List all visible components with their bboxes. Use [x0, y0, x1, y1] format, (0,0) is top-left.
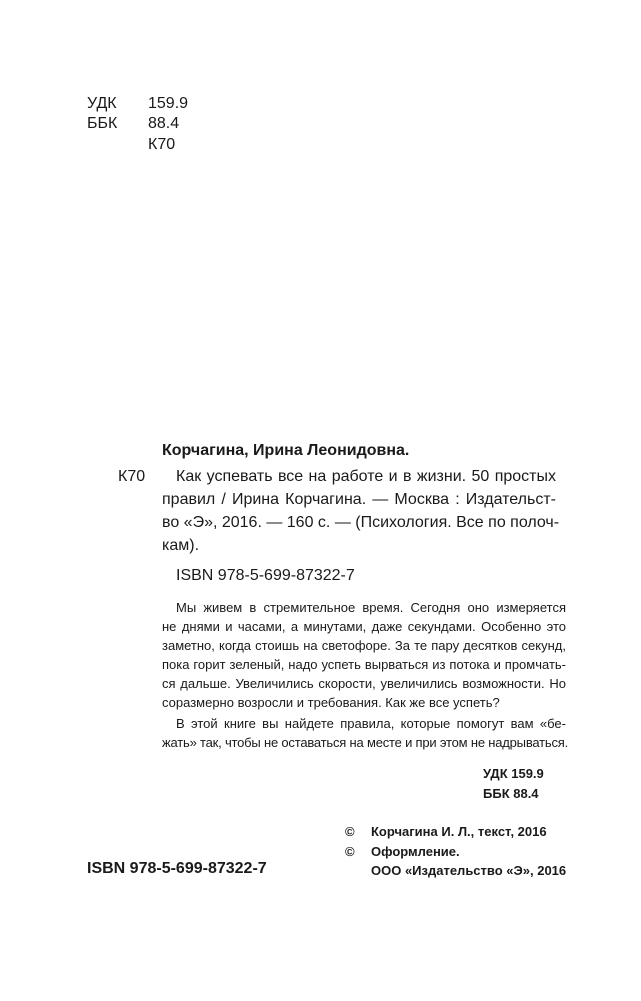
bbk-value: 88.4	[148, 115, 180, 132]
author-mark: К70	[118, 468, 146, 485]
annotation-line: Мы живем в стремительное время. Сегодня оно измеряется	[176, 600, 566, 615]
copyright-text: Корчагина И. Л., текст, 2016	[371, 824, 547, 839]
entry-isbn: ISBN 978-5-699-87322-7	[176, 567, 355, 584]
udk-label: УДК	[87, 95, 117, 112]
entry-line-2: правил / Ирина Корчагина. — Москва : Издательст-	[162, 491, 556, 508]
annotation-line: пока горит зеленый, надо успеть вырваться из потока и промчать-	[162, 657, 566, 672]
entry-line-1: Как успевать все на работе и в жизни. 50 простых	[176, 468, 556, 485]
footer-isbn: ISBN 978-5-699-87322-7	[87, 860, 267, 877]
annotation-line: не днями и часами, а минутами, даже секундами. Особенно это	[162, 619, 566, 634]
annotation-line: ся дальше. Увеличились скорости, увеличились возможности. Но	[162, 676, 566, 691]
copyright-symbol: ©	[345, 844, 355, 859]
entry-line-3: во «Э», 2016. — 160 с. — (Психология. Все по полоч-	[162, 514, 560, 531]
bbk-label: ББК	[87, 115, 118, 132]
copyright-symbol: ©	[345, 824, 355, 839]
author-mark-top: К70	[148, 136, 176, 153]
udk-value: 159.9	[148, 95, 189, 112]
udk-bottom: УДК 159.9	[483, 766, 544, 781]
bbk-bottom: ББК 88.4	[483, 786, 539, 801]
publisher-text: ООО «Издательство «Э», 2016	[371, 863, 567, 878]
author-heading: Корчагина, Ирина Леонидовна.	[162, 442, 410, 459]
design-text: Оформление.	[371, 844, 460, 859]
entry-line-4: кам).	[162, 537, 200, 554]
annotation-line: соразмерно возросли и требования. Как же все успеть?	[162, 695, 500, 710]
annotation-line: В этой книге вы найдете правила, которые помогут вам «бе-	[176, 716, 566, 731]
annotation-line: жать» так, чтобы не оставаться на месте и при этом не надрываться.	[162, 735, 569, 750]
annotation-line: заметно, когда стоишь на светофоре. За те пару десятков секунд,	[162, 638, 566, 653]
